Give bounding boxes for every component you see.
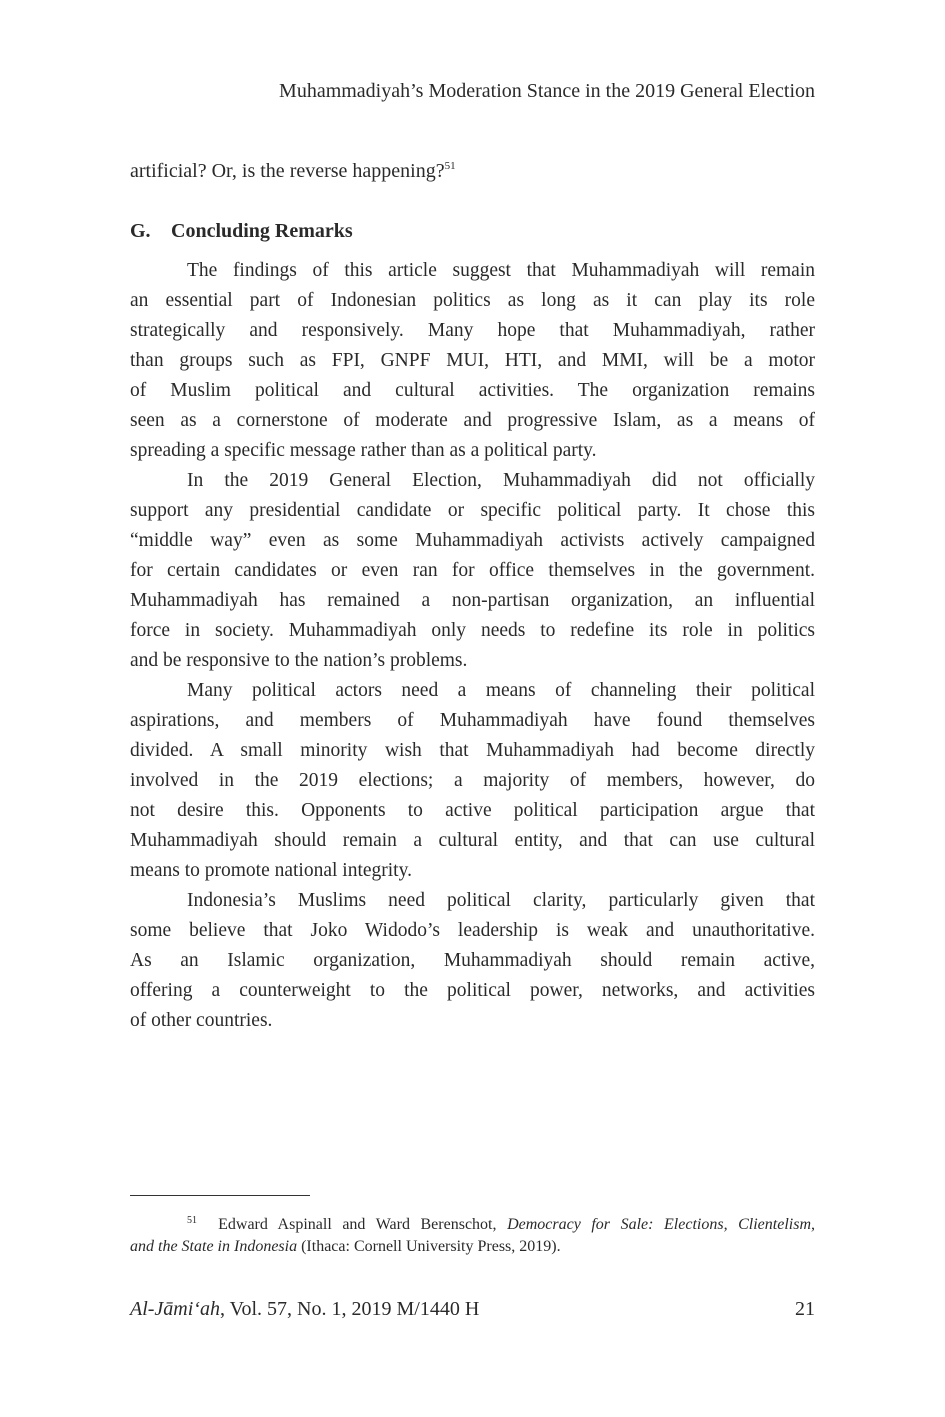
footer-journal — [130, 1298, 479, 1321]
paragraph-line: “middle way” even as some Muhammadiyah activists actively campaigned — [130, 530, 815, 551]
paragraph-line: strategically and responsively. Many hope that Muhammadiyah, rather — [130, 320, 815, 341]
paragraph-line: divided. A small minority wish that Muhammadiyah had become directly — [130, 740, 815, 761]
paragraph-line: not desire this. Opponents to active political participation argue that — [130, 800, 815, 821]
paragraph-line: means to promote national integrity. — [130, 860, 412, 881]
paragraph-line: Muhammadiyah should remain a cultural entity, and that can use cultural — [130, 830, 815, 851]
section-number: G. — [130, 220, 151, 242]
footnote-number: 51 — [187, 1215, 197, 1226]
paragraph-line: aspirations, and members of Muhammadiyah have found themselves — [130, 710, 815, 731]
page-number: 21 — [795, 1298, 815, 1320]
paragraph-line: support any presidential candidate or specific political party. It chose this — [130, 500, 815, 521]
paragraph-line: force in society. Muhammadiyah only needs to redefine its role in politics — [130, 620, 815, 641]
paragraph-line: offering a counterweight to the political power, networks, and activities — [130, 980, 815, 1001]
continuation-text — [130, 160, 456, 183]
paragraph-line: Many political actors need a means of channeling their political — [187, 680, 815, 701]
journal-name: Al-Jāmi‘ah — [130, 1298, 220, 1320]
paragraph-line: The findings of this article suggest that Muhammadiyah will remain — [187, 260, 815, 281]
section-heading — [130, 220, 353, 243]
footnote-title-cont: and the State in Indonesia — [130, 1238, 298, 1255]
paragraph-line: for certain candidates or even ran for office themselves in the government. — [130, 560, 815, 581]
footnote-publication: (Ithaca: Cornell University Press, 2019). — [301, 1238, 561, 1255]
paragraph-line: than groups such as FPI, GNPF MUI, HTI, and MMI, will be a motor — [130, 350, 815, 371]
section-title: Concluding Remarks — [171, 220, 353, 242]
paragraph-line: of other countries. — [130, 1010, 273, 1031]
paragraph-line: and be responsive to the nation’s problems. — [130, 650, 468, 671]
footnote-authors: Edward Aspinall and Ward Berenschot, — [218, 1216, 497, 1233]
footnote-title: Democracy for Sale: Elections, Clientelism, — [507, 1216, 816, 1233]
paragraph-line: an essential part of Indonesian politics as long as it can play its role — [130, 290, 815, 311]
journal-issue: , Vol. 57, No. 1, 2019 M/1440 H — [219, 1298, 480, 1320]
paragraph-line: Indonesia’s Muslims need political clarity, particularly given that — [187, 890, 815, 911]
continuation-sentence: artificial? Or, is the reverse happening? — [130, 160, 445, 182]
footnote-ref[interactable]: 51 — [444, 160, 456, 172]
running-header: Muhammadiyah’s Moderation Stance in the 2019 General Election — [279, 80, 815, 102]
paragraph-line: In the 2019 General Election, Muhammadiyah did not officially — [187, 470, 815, 491]
paragraph-line: of Muslim political and cultural activities. The organization remains — [130, 380, 815, 401]
body-text — [130, 256, 815, 1036]
paragraph-line: involved in the 2019 elections; a majority of members, however, do — [130, 770, 815, 791]
footnote — [130, 1208, 815, 1260]
paragraph-line: spreading a specific message rather than as a political party. — [130, 440, 597, 461]
footnote-line — [130, 1234, 815, 1260]
paragraph-line: some believe that Joko Widodo’s leadership is weak and unauthoritative. — [130, 920, 815, 941]
paragraph-line: Muhammadiyah has remained a non-partisan organization, an influential — [130, 590, 815, 611]
paragraph-line: As an Islamic organization, Muhammadiyah should remain active, — [130, 950, 815, 971]
footnote-divider — [130, 1195, 310, 1196]
footnote-line — [130, 1208, 815, 1234]
paragraph-line: seen as a cornerstone of moderate and progressive Islam, as a means of — [130, 410, 815, 431]
